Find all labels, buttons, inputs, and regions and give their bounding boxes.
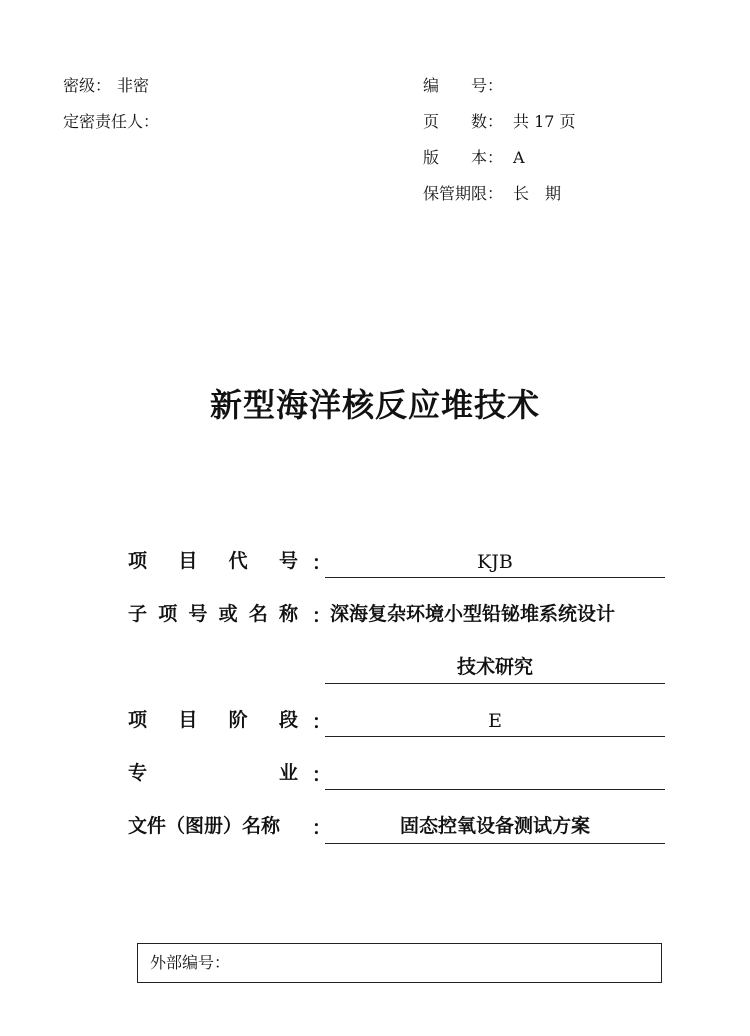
external-number-label: 外部编号： <box>150 953 231 972</box>
project-code-label-char: 项 <box>128 550 148 572</box>
specialty-label-char: 专 <box>128 762 148 784</box>
sub-project-label-char: 号 <box>188 603 208 625</box>
classification-label: 密级： <box>63 76 112 95</box>
document-name-label: 文件（图册）名称 <box>128 815 281 837</box>
sub-project-label-char: 项 <box>158 603 178 625</box>
retention-value: 长 期 <box>513 184 562 203</box>
specialty-colon: ： <box>312 764 332 786</box>
responsible-label: 定密责任人： <box>63 112 160 131</box>
number-row <box>423 76 503 96</box>
document-name-colon: ： <box>312 817 332 839</box>
sub-project-colon: ： <box>312 605 332 627</box>
project-code-value: KJB <box>477 551 513 573</box>
project-code-underline <box>325 577 665 578</box>
project-code-label-char: 号 <box>278 550 298 572</box>
pages-value: 共 17 页 <box>513 112 576 131</box>
project-stage-label-char: 目 <box>178 709 198 731</box>
pages-label: 页 数： <box>423 112 504 131</box>
document-name-value: 固态控氧设备测试方案 <box>399 815 590 837</box>
specialty-label-char: 业 <box>278 762 298 784</box>
sub-project-label-char: 子 <box>128 603 148 625</box>
classification-row <box>63 76 149 96</box>
version-row <box>423 148 525 168</box>
sub-project-label <box>128 601 298 627</box>
classification-value: 非密 <box>117 76 150 95</box>
project-stage-label-char: 项 <box>128 709 148 731</box>
project-stage-label-char: 段 <box>278 709 298 731</box>
project-code-label <box>128 548 298 574</box>
version-value: A <box>513 148 525 167</box>
project-stage-underline <box>325 736 665 737</box>
project-stage-value: E <box>488 710 502 732</box>
external-number-box <box>137 943 662 983</box>
document-title: 新型海洋核反应堆技术 <box>209 386 540 424</box>
sub-project-label-char: 名 <box>248 603 268 625</box>
sub-project-underline <box>325 683 665 684</box>
sub-project-value-line2: 技术研究 <box>456 656 533 678</box>
sub-project-value-line1: 深海复杂环境小型铅铋堆系统设计 <box>330 603 616 625</box>
specialty-label <box>128 760 298 786</box>
retention-row <box>423 184 561 204</box>
project-stage-colon: ： <box>312 711 332 733</box>
project-stage-label <box>128 707 298 733</box>
number-label: 编 号： <box>423 76 504 95</box>
responsible-row <box>63 112 159 132</box>
retention-label: 保管期限： <box>423 184 504 203</box>
document-name-underline <box>325 843 665 844</box>
project-stage-label-char: 阶 <box>228 709 248 731</box>
version-label: 版 本： <box>423 148 504 167</box>
pages-row <box>423 112 576 132</box>
specialty-underline <box>325 789 665 790</box>
sub-project-label-char: 或 <box>218 603 238 625</box>
sub-project-label-char: 称 <box>278 603 298 625</box>
project-code-label-char: 目 <box>178 550 198 572</box>
project-code-label-char: 代 <box>228 550 248 572</box>
project-code-colon: ： <box>312 552 332 574</box>
